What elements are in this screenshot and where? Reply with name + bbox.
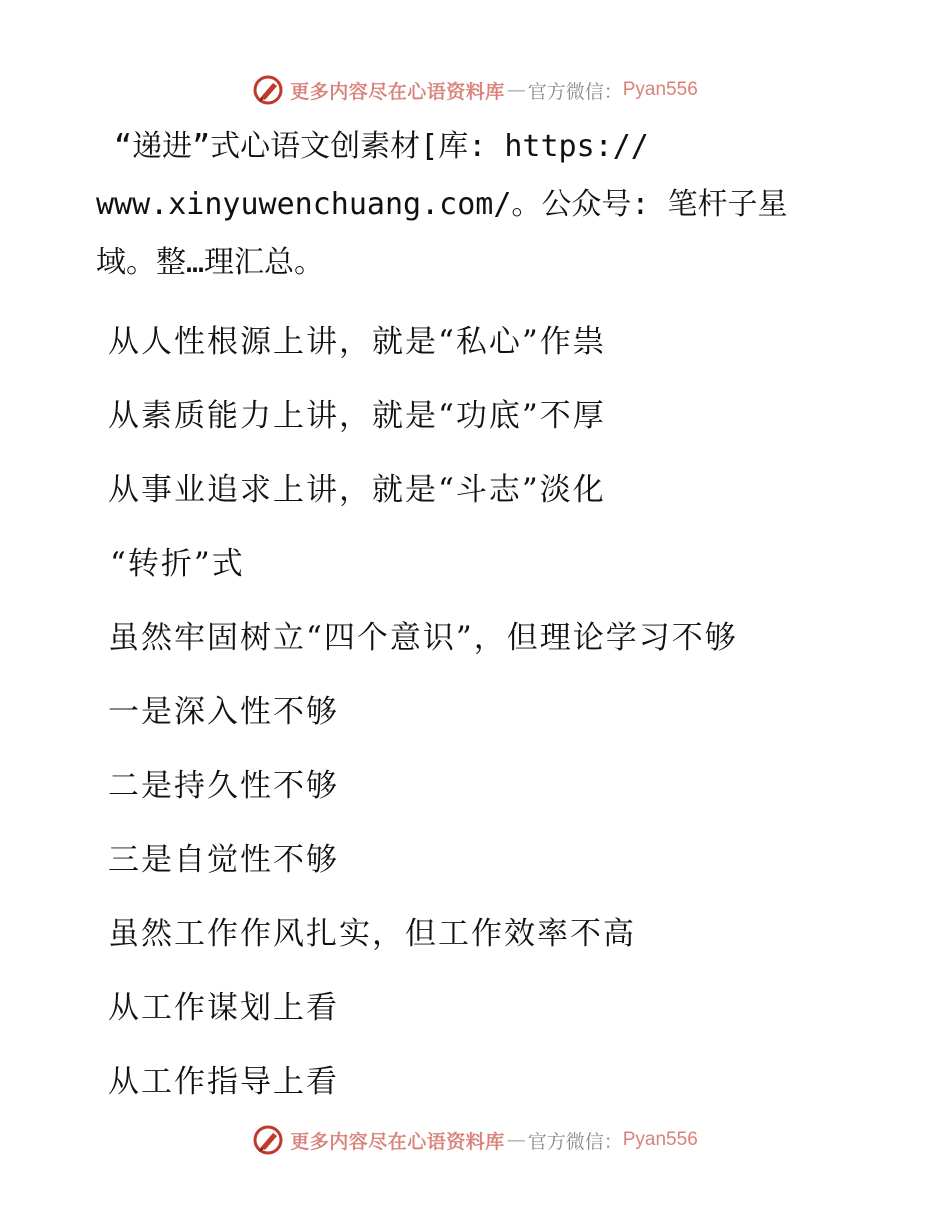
body-line: 从事业追求上讲，就是“斗志”淡化 (108, 472, 606, 508)
section-heading: “转折”式 (110, 546, 245, 582)
footer-watermark-banner (0, 1120, 950, 1160)
banner-wechat-label: 官方微信： (527, 1130, 623, 1153)
intro-paragraph (96, 118, 836, 292)
body-line: 一是深入性不够 (108, 694, 339, 730)
header-watermark-banner (0, 70, 950, 110)
body-line: 虽然牢固树立“四个意识”，但理论学习不够 (108, 620, 738, 656)
body-line: 从工作谋划上看 (108, 990, 339, 1026)
body-line: 三是自觉性不够 (108, 842, 339, 878)
body-line: 虽然工作作风扎实，但工作效率不高 (108, 916, 636, 952)
body-line: 二是持久性不够 (108, 768, 339, 804)
banner-wechat-id: Pyan556 (622, 79, 698, 100)
banner-wechat-label: 官方微信： (527, 80, 623, 103)
banner-text: 更多内容尽在心语资料库 (290, 1130, 505, 1153)
pen-circle-logo-icon (252, 74, 284, 106)
banner-dash: — (506, 1129, 526, 1151)
banner-wechat-id: Pyan556 (622, 1129, 698, 1150)
banner-text: 更多内容尽在心语资料库 (290, 80, 505, 103)
pen-circle-logo-icon (252, 1124, 284, 1156)
banner-dash: — (506, 79, 526, 101)
body-line: 从人性根源上讲，就是“私心”作祟 (108, 324, 606, 360)
intro-line: www.xinyuwenchuang.com/。公众号: 笔杆子星 (96, 187, 788, 222)
intro-line: 域。整…理汇总。 (96, 245, 325, 280)
body-line: 从工作指导上看 (108, 1064, 339, 1100)
body-line: 从素质能力上讲，就是“功底”不厚 (108, 398, 606, 434)
intro-line: “递进”式心语文创素材[库: https:// (96, 129, 649, 164)
